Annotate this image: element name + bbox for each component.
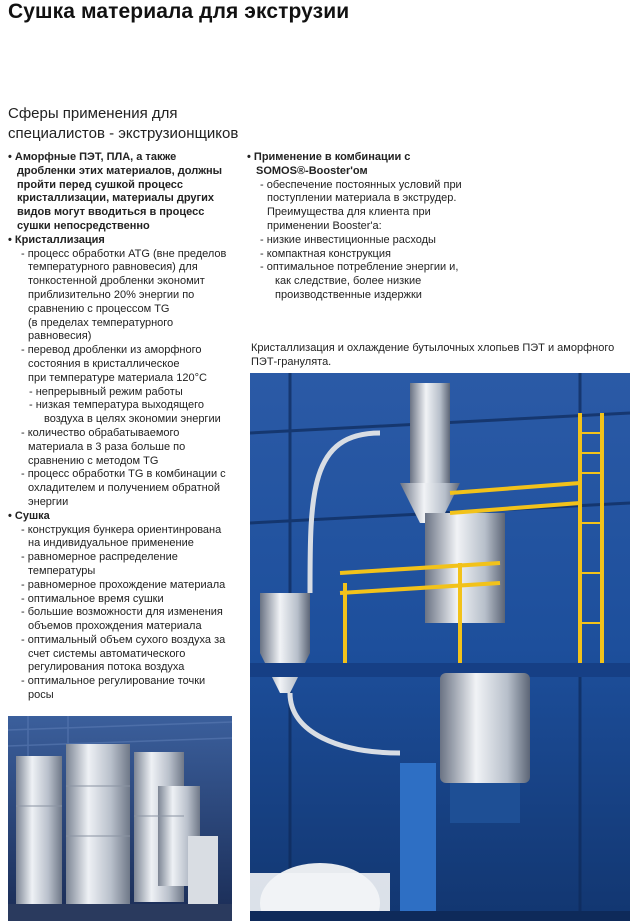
list-item: - оптимальное потребление энергии и, как следствие, более низкие производственные издержки <box>260 261 459 301</box>
right-text-column <box>247 151 487 303</box>
crystallizer-illustration <box>250 373 630 921</box>
photo-caption: Кристаллизация и охлаждение бутылочных хлопьев ПЭТ и аморфного ПЭТ-гранулята. <box>251 342 615 368</box>
list-item: - процесс обработки TG в комбинации с охладителем и получением обратной энергии <box>21 468 226 508</box>
list-item: - равномерное прохождение материала <box>21 578 226 591</box>
list-item: - перевод дробленки из аморфного состояния в кристаллическое при температуре материала 120°C <box>21 344 207 384</box>
dryer-hoppers-photo <box>8 716 232 921</box>
crystallization-heading: • Кристаллизация <box>8 233 105 246</box>
list-item: - низкие инвестиционные расходы <box>260 233 436 246</box>
list-item: - оптимальный объем сухого воздуха за счет системы автоматического регулирования потока воздуха <box>21 633 226 674</box>
drying-heading: • Сушка <box>8 509 50 522</box>
subtitle-line: специалистов - экструзионщиков <box>8 125 239 142</box>
section-subtitle <box>8 104 238 144</box>
subtitle-line: Сферы применения для <box>8 105 178 122</box>
list-subitem: - низкая температура выходящего воздуха в целях экономии энергии <box>29 399 221 426</box>
list-item: - компактная конструкция <box>260 247 391 260</box>
list-item: - равномерное распределение температуры <box>21 551 178 577</box>
left-text-column <box>8 151 244 703</box>
list-item: - оптимальное регулирование точки росы <box>21 675 206 702</box>
dryer-hoppers-illustration <box>8 716 232 921</box>
page-title: Сушка материала для экструзии <box>8 0 350 23</box>
list-item: - большие возможности для изменения объемов прохождения материала <box>21 606 223 633</box>
booster-heading: • Применение в комбинации с SOMOS®-Booster'ом <box>247 151 411 177</box>
intro-bullet: • Аморфные ПЭТ, ПЛА, а также дробленки этих материалов, должны пройти перед сушкой процесс кристаллизации, материалы других видов могут вводиться в процесс сушки непосредственно <box>8 151 223 232</box>
list-item: - конструкция бункера ориентинрована на индивидуальное применение <box>21 523 222 550</box>
list-item: - оптимальное время сушки <box>21 592 164 605</box>
list-item: - количество обрабатываемого материала в 3 раза больше по сравнению с методом TG <box>21 426 186 467</box>
list-subitem: - непрерывный режим работы <box>29 385 183 398</box>
list-item: - обеспечение постоянных условий при поступлении материала в экструдер. Преимущества для клиента при применении Booster'а: <box>260 178 462 232</box>
crystallizer-installation-photo <box>250 373 630 921</box>
list-item: - процесс обработки ATG (вне пределов температурного равновесия) для тонкостенной дробленки экономит приблизительно 20% энергии по сравнению с процессом TG (в пределах температурного равновесия) <box>21 247 227 343</box>
